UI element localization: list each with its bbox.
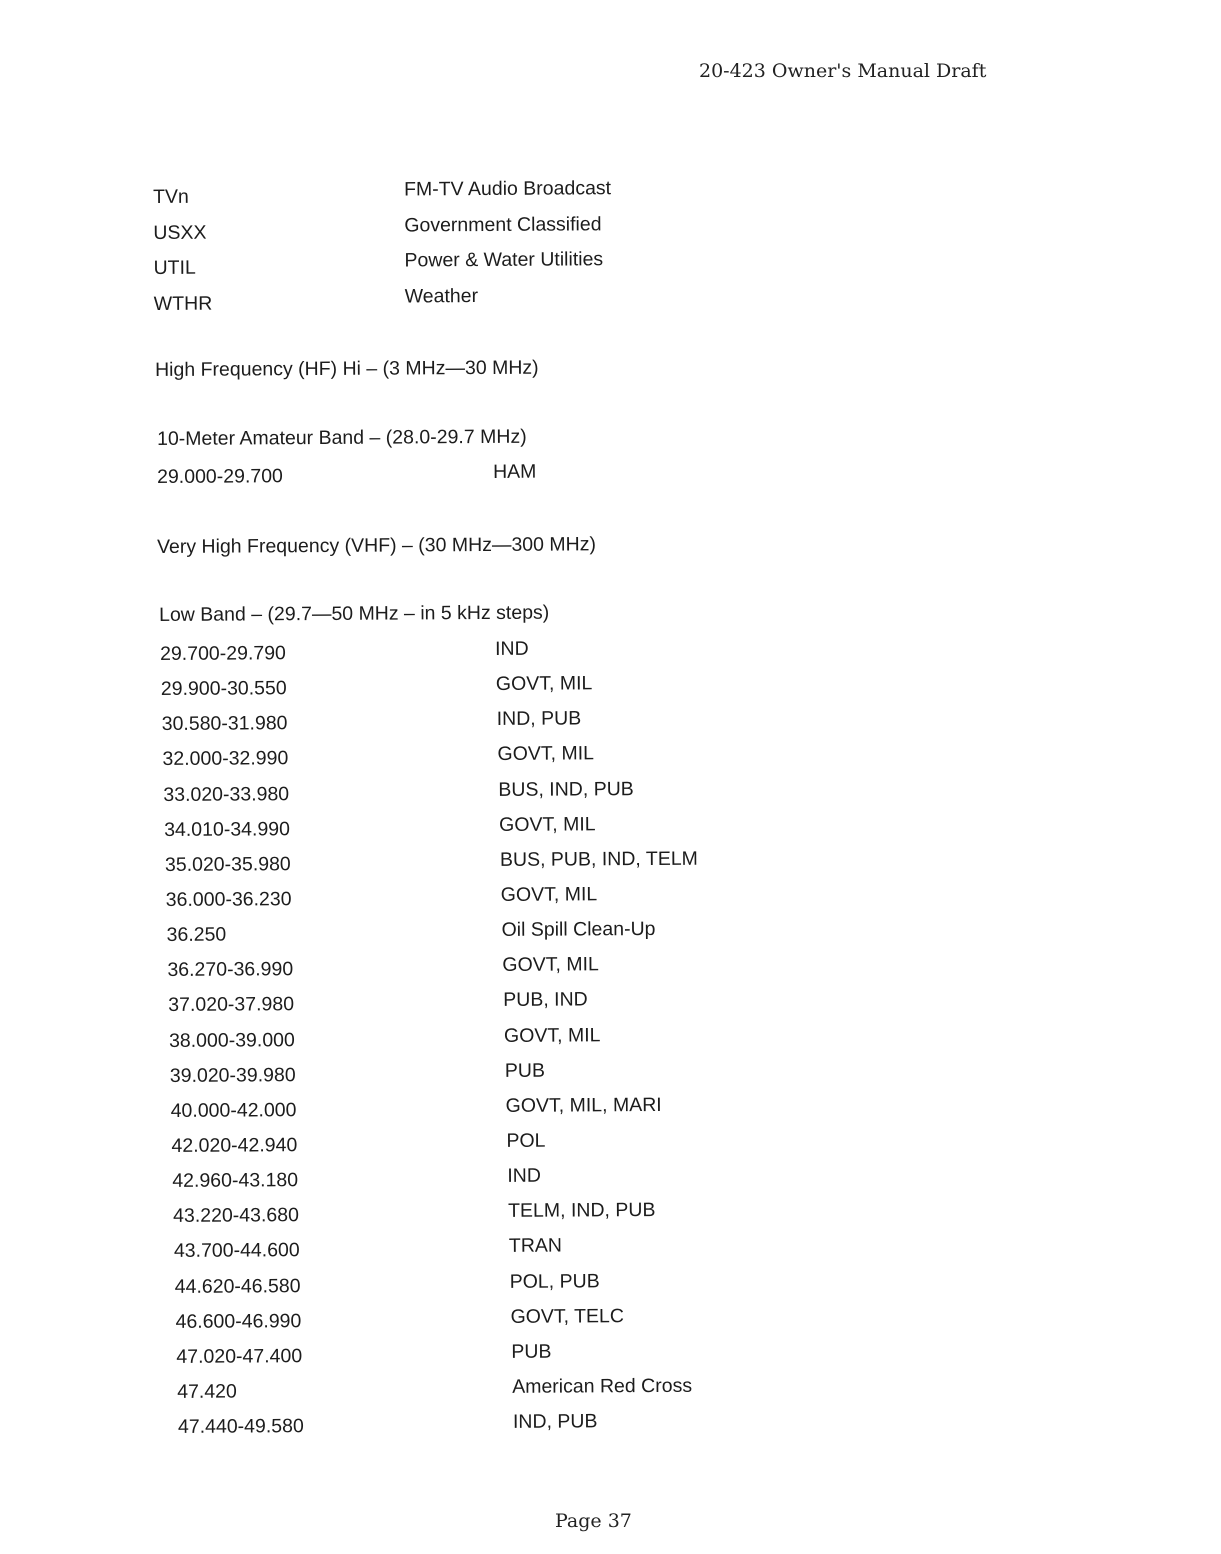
service-type: PUB <box>511 1340 552 1363</box>
service-type: PUB, IND <box>503 988 588 1012</box>
service-type: BUS, PUB, IND, TELM <box>499 847 698 871</box>
table-row <box>162 882 762 921</box>
table-row <box>160 707 760 746</box>
frequency-range: 32.000-32.990 <box>162 747 289 771</box>
abbreviation-description: Power & Water Utilities <box>404 248 604 272</box>
service-type: BUS, IND, PUB <box>498 777 634 801</box>
page-number: Page 37 <box>555 1510 632 1532</box>
table-row <box>164 1234 764 1273</box>
service-type: GOVT, MIL <box>500 883 598 906</box>
frequency-range: 29.700-29.790 <box>160 642 286 665</box>
frequency-range: 46.600-46.990 <box>175 1309 302 1333</box>
table-row <box>164 1269 764 1308</box>
table-row <box>160 636 760 675</box>
abbreviation-code: UTIL <box>153 256 196 279</box>
abbreviation-description: Weather <box>404 284 479 307</box>
frequency-range: 47.020-47.400 <box>176 1344 303 1368</box>
hf-band-heading: High Frequency (HF) Hi – (3 MHz—30 MHz) <box>155 356 539 381</box>
service-type: Oil Spill Clean-Up <box>501 918 656 942</box>
table-row <box>164 1304 764 1343</box>
page-header-title: 20-423 Owner's Manual Draft <box>699 60 987 82</box>
abbreviation-description: FM-TV Audio Broadcast <box>403 177 612 201</box>
frequency-range: 43.700-44.600 <box>173 1239 300 1263</box>
abbreviation-description: Government Classified <box>404 212 602 236</box>
table-row <box>161 812 761 851</box>
service-type: IND <box>494 637 529 660</box>
table-row <box>161 777 761 816</box>
service-type: GOVT, MIL <box>497 742 595 766</box>
frequency-range: 40.000-42.000 <box>170 1099 297 1122</box>
frequency-range: 42.960-43.180 <box>172 1169 299 1193</box>
service-type: IND <box>507 1164 541 1187</box>
service-type: GOVT, MIL <box>502 953 599 977</box>
frequency-range: 47.420 <box>177 1380 237 1403</box>
service-type: HAM <box>492 460 537 483</box>
service-type: POL <box>506 1129 546 1152</box>
table-row <box>162 917 762 956</box>
service-type: GOVT, MIL <box>499 813 596 836</box>
frequency-range: 36.270-36.990 <box>167 958 294 982</box>
frequency-range: 33.020-33.980 <box>163 782 290 806</box>
table-row <box>165 1374 765 1413</box>
table-row <box>161 742 761 781</box>
frequency-range: 30.580-31.980 <box>161 712 288 736</box>
service-type: GOVT, TELC <box>510 1304 625 1328</box>
service-type: IND, PUB <box>512 1410 598 1433</box>
low-band-heading: Low Band – (29.7—50 MHz – in 5 kHz steps) <box>159 601 550 626</box>
service-type: GOVT, MIL <box>495 672 593 696</box>
table-row <box>163 1128 763 1167</box>
frequency-range: 44.620-46.580 <box>174 1274 301 1298</box>
table-row <box>162 988 762 1027</box>
frequency-range: 34.010-34.990 <box>164 817 291 841</box>
abbreviation-code: TVn <box>153 185 189 208</box>
frequency-range: 47.440-49.580 <box>177 1415 304 1438</box>
table-row <box>163 1058 763 1097</box>
ham-band-heading: 10-Meter Amateur Band – (28.0-29.7 MHz) <box>157 425 527 450</box>
service-type: American Red Cross <box>512 1374 693 1398</box>
service-type: IND, PUB <box>496 707 582 731</box>
abbreviation-code: USXX <box>153 221 207 244</box>
low-band-frequency-table <box>160 636 765 1448</box>
frequency-range: 36.250 <box>166 923 227 947</box>
table-row <box>165 1409 765 1448</box>
frequency-range: 39.020-39.980 <box>169 1063 296 1087</box>
table-row <box>163 1199 763 1238</box>
table-row <box>163 1163 763 1202</box>
frequency-range: 38.000-39.000 <box>168 1028 295 1052</box>
frequency-range: 29.900-30.550 <box>160 677 287 701</box>
service-type: GOVT, MIL, MARI <box>505 1093 662 1117</box>
frequency-range: 29.000-29.700 <box>157 465 283 488</box>
vhf-band-heading: Very High Frequency (VHF) – (30 MHz—300 MHz) <box>157 533 597 558</box>
frequency-range: 35.020-35.980 <box>164 853 291 876</box>
frequency-range: 43.220-43.680 <box>173 1204 299 1228</box>
service-type: PUB <box>504 1059 546 1082</box>
service-type: GOVT, MIL <box>503 1023 601 1047</box>
service-type: TRAN <box>508 1234 563 1258</box>
abbreviation-code: WTHR <box>153 292 213 315</box>
service-type: TELM, IND, PUB <box>508 1199 656 1223</box>
frequency-range: 37.020-37.980 <box>168 993 295 1017</box>
table-row <box>163 1093 763 1132</box>
table-row <box>162 1023 762 1062</box>
ham-band-row <box>157 460 657 491</box>
table-row <box>161 847 761 886</box>
table-row <box>162 953 762 992</box>
table-row <box>164 1339 764 1378</box>
table-row <box>160 671 760 710</box>
frequency-range: 36.000-36.230 <box>165 888 292 911</box>
abbreviation-list <box>153 177 612 322</box>
service-type: POL, PUB <box>509 1269 600 1293</box>
frequency-range: 42.020-42.940 <box>171 1134 298 1157</box>
